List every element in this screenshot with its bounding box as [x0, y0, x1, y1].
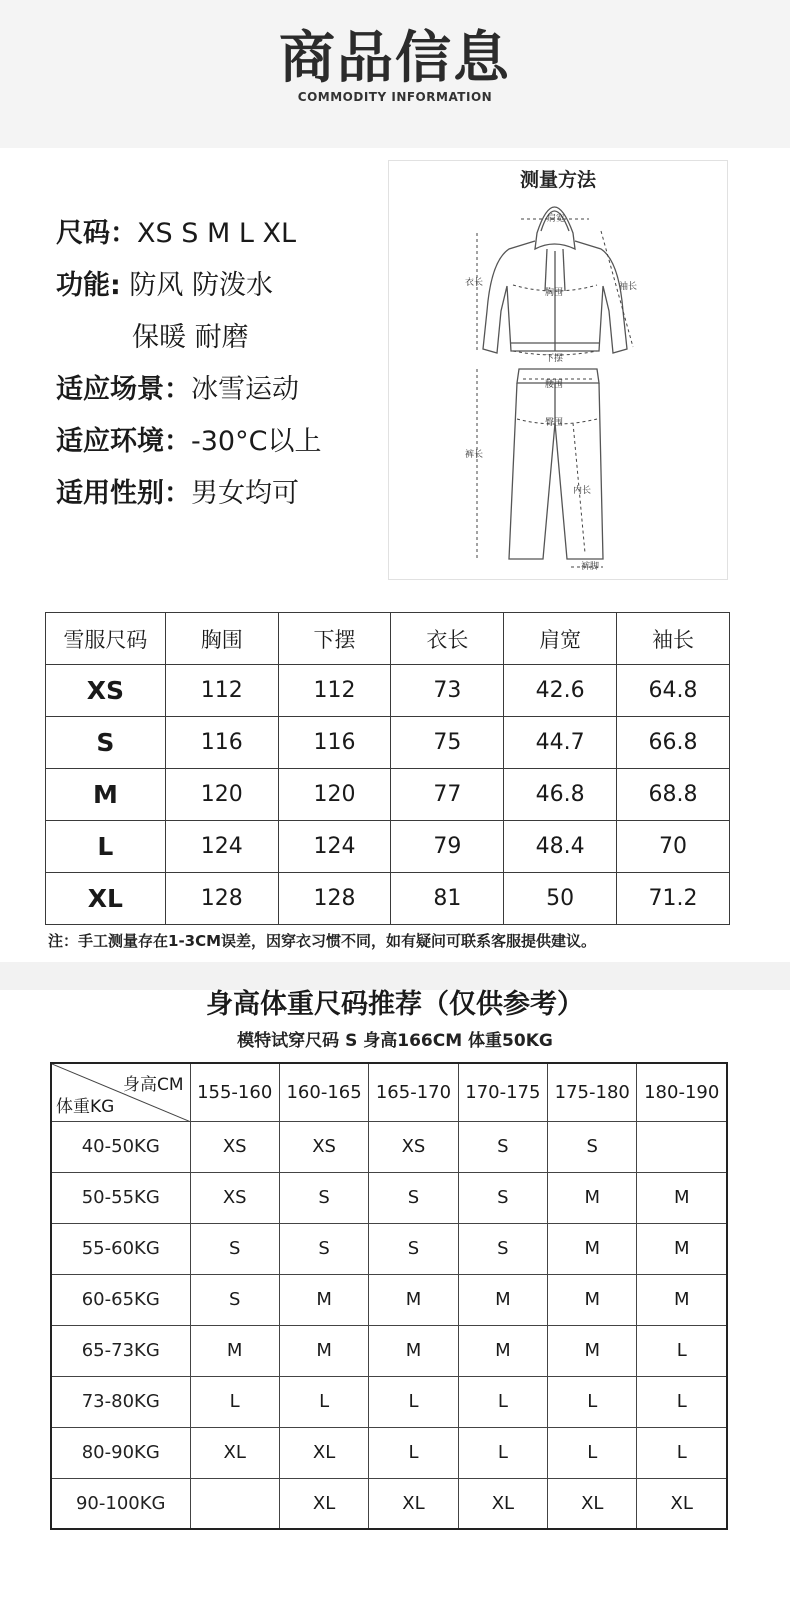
- label-shoulder: 肩宽: [547, 214, 566, 224]
- size-cell: S: [279, 1223, 368, 1274]
- size-cell: M: [637, 1274, 727, 1325]
- height-header: 165-170: [369, 1063, 458, 1121]
- table-row: [51, 1427, 727, 1478]
- spec-cell: 116: [278, 717, 391, 769]
- spec-header-size: 雪服尺码: [46, 613, 166, 665]
- pants-measure-lines: [477, 369, 603, 567]
- size-cell: M: [548, 1223, 637, 1274]
- label-chest: 胸围: [545, 288, 564, 298]
- spec-header-hem: 下摆: [278, 613, 391, 665]
- label-length: 衣长: [465, 278, 484, 288]
- label-waist: 腰围: [545, 380, 564, 390]
- recommendation-title: 身高体重尺码推荐（仅供参考）: [206, 989, 584, 1020]
- size-cell: L: [369, 1427, 458, 1478]
- height-header: 175-180: [548, 1063, 637, 1121]
- spec-cell: M: [46, 769, 166, 821]
- size-cell: XS: [369, 1121, 458, 1172]
- spec-cell: 75: [391, 717, 504, 769]
- size-cell: S: [458, 1121, 547, 1172]
- size-cell: S: [279, 1172, 368, 1223]
- spec-cell: 124: [278, 821, 391, 873]
- size-cell: XS: [279, 1121, 368, 1172]
- weight-cell: 55-60KG: [51, 1223, 190, 1274]
- spec-cell: 68.8: [617, 769, 730, 821]
- size-cell: S: [190, 1223, 279, 1274]
- label-hip: 臀围: [545, 418, 564, 428]
- size-cell: XS: [190, 1172, 279, 1223]
- spec-cell: 124: [165, 821, 278, 873]
- rec-corner-cell: [51, 1063, 190, 1121]
- spec-cell: 44.7: [504, 717, 617, 769]
- info-env: [56, 420, 386, 472]
- size-cell: L: [458, 1376, 547, 1427]
- info-size-value: XS S M L XL: [137, 218, 296, 249]
- size-recommendation-table: [50, 1062, 728, 1530]
- size-cell: S: [369, 1172, 458, 1223]
- label-sleeve: 袖长: [619, 282, 638, 292]
- table-row: [51, 1325, 727, 1376]
- jacket-outline: [483, 207, 627, 353]
- table-row: [51, 1376, 727, 1427]
- height-header: 155-160: [190, 1063, 279, 1121]
- info-scene: [56, 368, 386, 420]
- size-cell: L: [637, 1427, 727, 1478]
- size-cell: XL: [637, 1478, 727, 1529]
- weight-cell: 40-50KG: [51, 1121, 190, 1172]
- size-cell: XL: [548, 1478, 637, 1529]
- spec-header-chest: 胸围: [165, 613, 278, 665]
- spec-cell: 112: [278, 665, 391, 717]
- measurement-note: 注：手工测量存在1-3CM误差，因穿衣习惯不同，如有疑问可联系客服提供建议。: [48, 932, 597, 950]
- table-row: [46, 665, 730, 717]
- size-cell: XL: [279, 1427, 368, 1478]
- weight-cell: 73-80KG: [51, 1376, 190, 1427]
- size-cell: S: [369, 1223, 458, 1274]
- label-pants-length: 裤长: [465, 450, 484, 460]
- info-function-value-2: 保暖 耐磨: [132, 322, 249, 353]
- table-row: [51, 1274, 727, 1325]
- info-env-label: 适应环境：: [56, 426, 191, 457]
- table-row: [51, 1223, 727, 1274]
- spec-header-row: [46, 613, 730, 665]
- info-size: [56, 212, 386, 264]
- height-header: 180-190: [637, 1063, 727, 1121]
- size-cell: S: [190, 1274, 279, 1325]
- spec-cell: 116: [165, 717, 278, 769]
- size-cell: M: [637, 1172, 727, 1223]
- corner-weight-label: 体重KG: [56, 1096, 115, 1117]
- product-info: [56, 212, 386, 524]
- size-cell: L: [458, 1427, 547, 1478]
- height-header: 170-175: [458, 1063, 547, 1121]
- size-cell: S: [458, 1223, 547, 1274]
- info-gender-value: 男女均可: [191, 478, 299, 509]
- measurement-diagram: [388, 160, 728, 580]
- spec-cell: 66.8: [617, 717, 730, 769]
- size-cell: M: [369, 1325, 458, 1376]
- label-hem: 下摆: [545, 354, 564, 364]
- spec-cell: 128: [278, 873, 391, 925]
- size-cell: [190, 1478, 279, 1529]
- spec-cell: 120: [278, 769, 391, 821]
- size-cell: M: [637, 1223, 727, 1274]
- size-spec-table: [45, 612, 730, 925]
- size-cell: S: [458, 1172, 547, 1223]
- size-cell: S: [548, 1121, 637, 1172]
- size-cell: XL: [279, 1478, 368, 1529]
- size-cell: L: [279, 1376, 368, 1427]
- size-cell: M: [548, 1274, 637, 1325]
- info-function-value-1: 防风 防泼水: [129, 270, 273, 301]
- info-size-label: 尺码：: [56, 218, 137, 249]
- recommendation-subtitle: 模特试穿尺码 S 身高166CM 体重50KG: [237, 1031, 553, 1051]
- size-cell: M: [369, 1274, 458, 1325]
- size-cell: [637, 1121, 727, 1172]
- size-cell: L: [190, 1376, 279, 1427]
- spec-cell: XL: [46, 873, 166, 925]
- spec-cell: XS: [46, 665, 166, 717]
- table-row: [46, 821, 730, 873]
- weight-cell: 50-55KG: [51, 1172, 190, 1223]
- spec-cell: 70: [617, 821, 730, 873]
- info-function: [56, 264, 386, 316]
- spec-cell: 50: [504, 873, 617, 925]
- spec-cell: 42.6: [504, 665, 617, 717]
- info-function-2: [56, 316, 386, 368]
- spec-cell: L: [46, 821, 166, 873]
- spec-cell: 64.8: [617, 665, 730, 717]
- spec-cell: 77: [391, 769, 504, 821]
- weight-cell: 90-100KG: [51, 1478, 190, 1529]
- spec-cell: 112: [165, 665, 278, 717]
- weight-cell: 60-65KG: [51, 1274, 190, 1325]
- info-function-label: 功能:: [56, 270, 121, 301]
- spec-header-length: 衣长: [391, 613, 504, 665]
- size-cell: XL: [369, 1478, 458, 1529]
- rec-header-row: [51, 1063, 727, 1121]
- size-cell: L: [369, 1376, 458, 1427]
- spec-cell: 120: [165, 769, 278, 821]
- table-row: [46, 717, 730, 769]
- size-cell: XS: [190, 1121, 279, 1172]
- info-gender: [56, 472, 386, 524]
- size-cell: XL: [458, 1478, 547, 1529]
- size-cell: M: [279, 1274, 368, 1325]
- spec-cell: 48.4: [504, 821, 617, 873]
- size-cell: L: [548, 1427, 637, 1478]
- size-cell: L: [548, 1376, 637, 1427]
- info-scene-value: 冰雪运动: [191, 374, 299, 405]
- spec-header-sleeve: 袖长: [617, 613, 730, 665]
- size-cell: L: [637, 1376, 727, 1427]
- size-cell: M: [190, 1325, 279, 1376]
- info-env-value: -30°C以上: [191, 426, 322, 457]
- size-cell: M: [548, 1325, 637, 1376]
- spec-cell: 128: [165, 873, 278, 925]
- weight-cell: 65-73KG: [51, 1325, 190, 1376]
- spec-cell: 71.2: [617, 873, 730, 925]
- table-row: [46, 769, 730, 821]
- page-subtitle: COMMODITY INFORMATION: [297, 90, 493, 104]
- pants-outline: [509, 369, 603, 559]
- size-cell: M: [548, 1172, 637, 1223]
- height-header: 160-165: [279, 1063, 368, 1121]
- table-row: [46, 873, 730, 925]
- spec-cell: 81: [391, 873, 504, 925]
- table-row: [51, 1121, 727, 1172]
- spec-cell: 79: [391, 821, 504, 873]
- size-cell: XL: [190, 1427, 279, 1478]
- spec-cell: 73: [391, 665, 504, 717]
- corner-height-label: 身高CM: [122, 1075, 184, 1095]
- label-inseam: 内长: [573, 486, 592, 496]
- spec-cell: 46.8: [504, 769, 617, 821]
- info-gender-label: 适用性别：: [56, 478, 191, 509]
- size-cell: M: [458, 1274, 547, 1325]
- weight-cell: 80-90KG: [51, 1427, 190, 1478]
- size-cell: M: [279, 1325, 368, 1376]
- table-row: [51, 1478, 727, 1529]
- size-cell: L: [637, 1325, 727, 1376]
- label-leg-opening: 裤脚: [581, 562, 600, 572]
- spec-header-shoulder: 肩宽: [504, 613, 617, 665]
- measurement-title: 测量方法: [519, 169, 596, 191]
- table-row: [51, 1172, 727, 1223]
- spec-cell: S: [46, 717, 166, 769]
- info-scene-label: 适应场景：: [56, 374, 191, 405]
- size-cell: M: [458, 1325, 547, 1376]
- garment-illustration: [389, 161, 729, 581]
- page-title: 商品信息: [279, 26, 511, 91]
